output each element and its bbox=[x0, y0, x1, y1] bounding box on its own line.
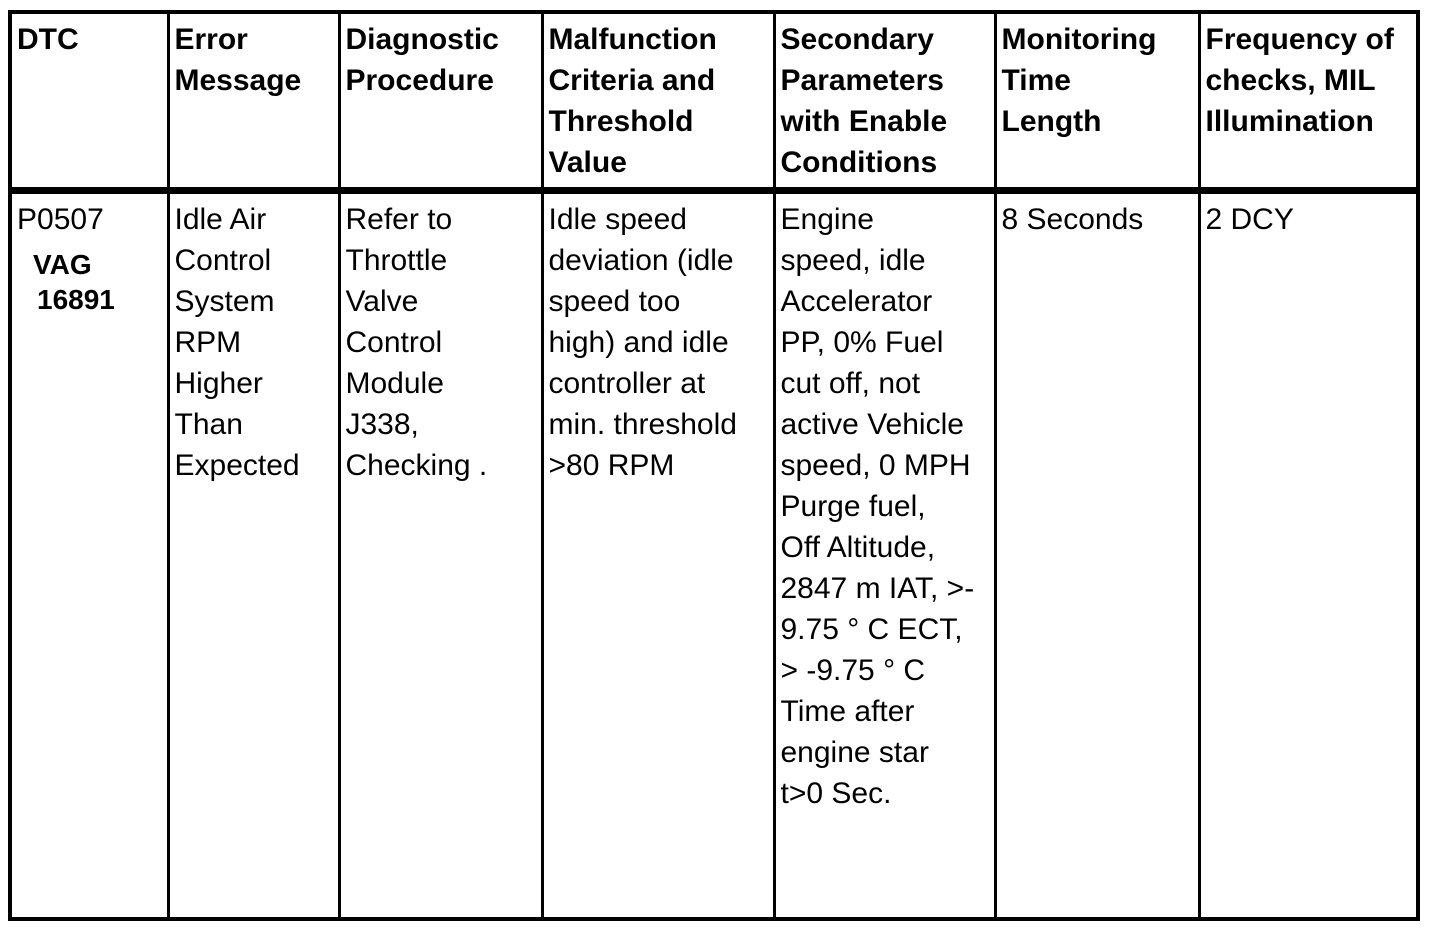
cell-line: active Vehicle bbox=[780, 408, 964, 441]
header-line: Malfunction bbox=[548, 23, 717, 56]
cell-line: 2847 m IAT, >- bbox=[780, 572, 975, 605]
header-line: Error bbox=[174, 23, 248, 56]
cell-line: Time after bbox=[780, 695, 915, 728]
header-line: Length bbox=[1001, 105, 1102, 138]
cell-line: engine star bbox=[780, 736, 929, 769]
header-line: Procedure bbox=[345, 64, 494, 97]
header-malfunction-criteria bbox=[542, 12, 774, 191]
frequency-value: 2 DCY bbox=[1205, 203, 1294, 236]
cell-line: controller at bbox=[548, 367, 706, 400]
cell-line: Idle speed bbox=[548, 203, 687, 236]
cell-error-message bbox=[168, 191, 339, 920]
cell-line: 9.75 ° C ECT, bbox=[780, 613, 963, 646]
header-line: Secondary bbox=[780, 23, 934, 56]
header-line: Threshold bbox=[548, 105, 694, 138]
dtc-code: P0507 bbox=[17, 203, 104, 236]
header-line: Illumination bbox=[1205, 105, 1374, 138]
header-error-message bbox=[168, 12, 339, 191]
cell-line: Refer to bbox=[345, 203, 453, 236]
cell-line: System bbox=[174, 285, 275, 318]
cell-line: Off Altitude, bbox=[780, 531, 936, 564]
header-line: with Enable bbox=[780, 105, 948, 138]
cell-line: > -9.75 ° C bbox=[780, 654, 926, 687]
cell-line: Than bbox=[174, 408, 243, 441]
header-line: Value bbox=[548, 146, 627, 179]
cell-line: cut off, not bbox=[780, 367, 921, 400]
cell-line: PP, 0% Fuel bbox=[780, 326, 944, 359]
cell-line: t>0 Sec. bbox=[780, 777, 892, 810]
cell-line: Control bbox=[174, 244, 272, 277]
cell-line: >80 RPM bbox=[548, 449, 675, 482]
cell-line: Accelerator bbox=[780, 285, 933, 318]
cell-monitoring-time bbox=[995, 191, 1199, 920]
header-secondary-parameters bbox=[774, 12, 995, 191]
cell-line: Expected bbox=[174, 449, 300, 482]
header-frequency bbox=[1199, 12, 1418, 191]
cell-line: speed, 0 MPH bbox=[780, 449, 971, 482]
header-line: DTC bbox=[17, 23, 79, 56]
cell-line: Control bbox=[345, 326, 443, 359]
cell-line: Checking . bbox=[345, 449, 488, 482]
cell-line: speed too bbox=[548, 285, 681, 318]
header-line: Time bbox=[1001, 64, 1071, 97]
cell-malfunction-criteria bbox=[542, 191, 774, 920]
vag-code: 16891 bbox=[37, 284, 115, 315]
header-line: Criteria and bbox=[548, 64, 716, 97]
cell-line: J338, bbox=[345, 408, 419, 441]
vag-label: VAG bbox=[33, 249, 92, 280]
cell-line: Valve bbox=[345, 285, 419, 318]
cell-line: Throttle bbox=[345, 244, 448, 277]
cell-frequency bbox=[1199, 191, 1418, 920]
header-line: Diagnostic bbox=[345, 23, 499, 56]
cell-secondary-parameters bbox=[774, 191, 995, 920]
cell-line: Module bbox=[345, 367, 444, 400]
cell-line: Higher bbox=[174, 367, 263, 400]
header-row bbox=[10, 12, 1418, 191]
dtc-table bbox=[8, 10, 1420, 921]
monitoring-time-value: 8 Seconds bbox=[1001, 203, 1144, 236]
cell-line: speed, idle bbox=[780, 244, 926, 277]
header-line: Parameters bbox=[780, 64, 944, 97]
cell-line: high) and idle bbox=[548, 326, 729, 359]
header-dtc bbox=[10, 12, 168, 191]
header-diagnostic-procedure bbox=[339, 12, 542, 191]
cell-line: Purge fuel, bbox=[780, 490, 926, 523]
header-line: checks, MIL bbox=[1205, 64, 1376, 97]
header-line: Conditions bbox=[780, 146, 938, 179]
cell-line: Engine bbox=[780, 203, 874, 236]
header-monitoring-time bbox=[995, 12, 1199, 191]
header-line: Message bbox=[174, 64, 302, 97]
cell-line: Idle Air bbox=[174, 203, 267, 236]
cell-line: RPM bbox=[174, 326, 242, 359]
header-line: Frequency of bbox=[1205, 23, 1394, 56]
cell-diagnostic-procedure bbox=[339, 191, 542, 920]
cell-line: deviation (idle bbox=[548, 244, 734, 277]
header-line: Monitoring bbox=[1001, 23, 1157, 56]
cell-dtc bbox=[10, 191, 168, 920]
table-row bbox=[10, 191, 1418, 920]
cell-line: min. threshold bbox=[548, 408, 737, 441]
